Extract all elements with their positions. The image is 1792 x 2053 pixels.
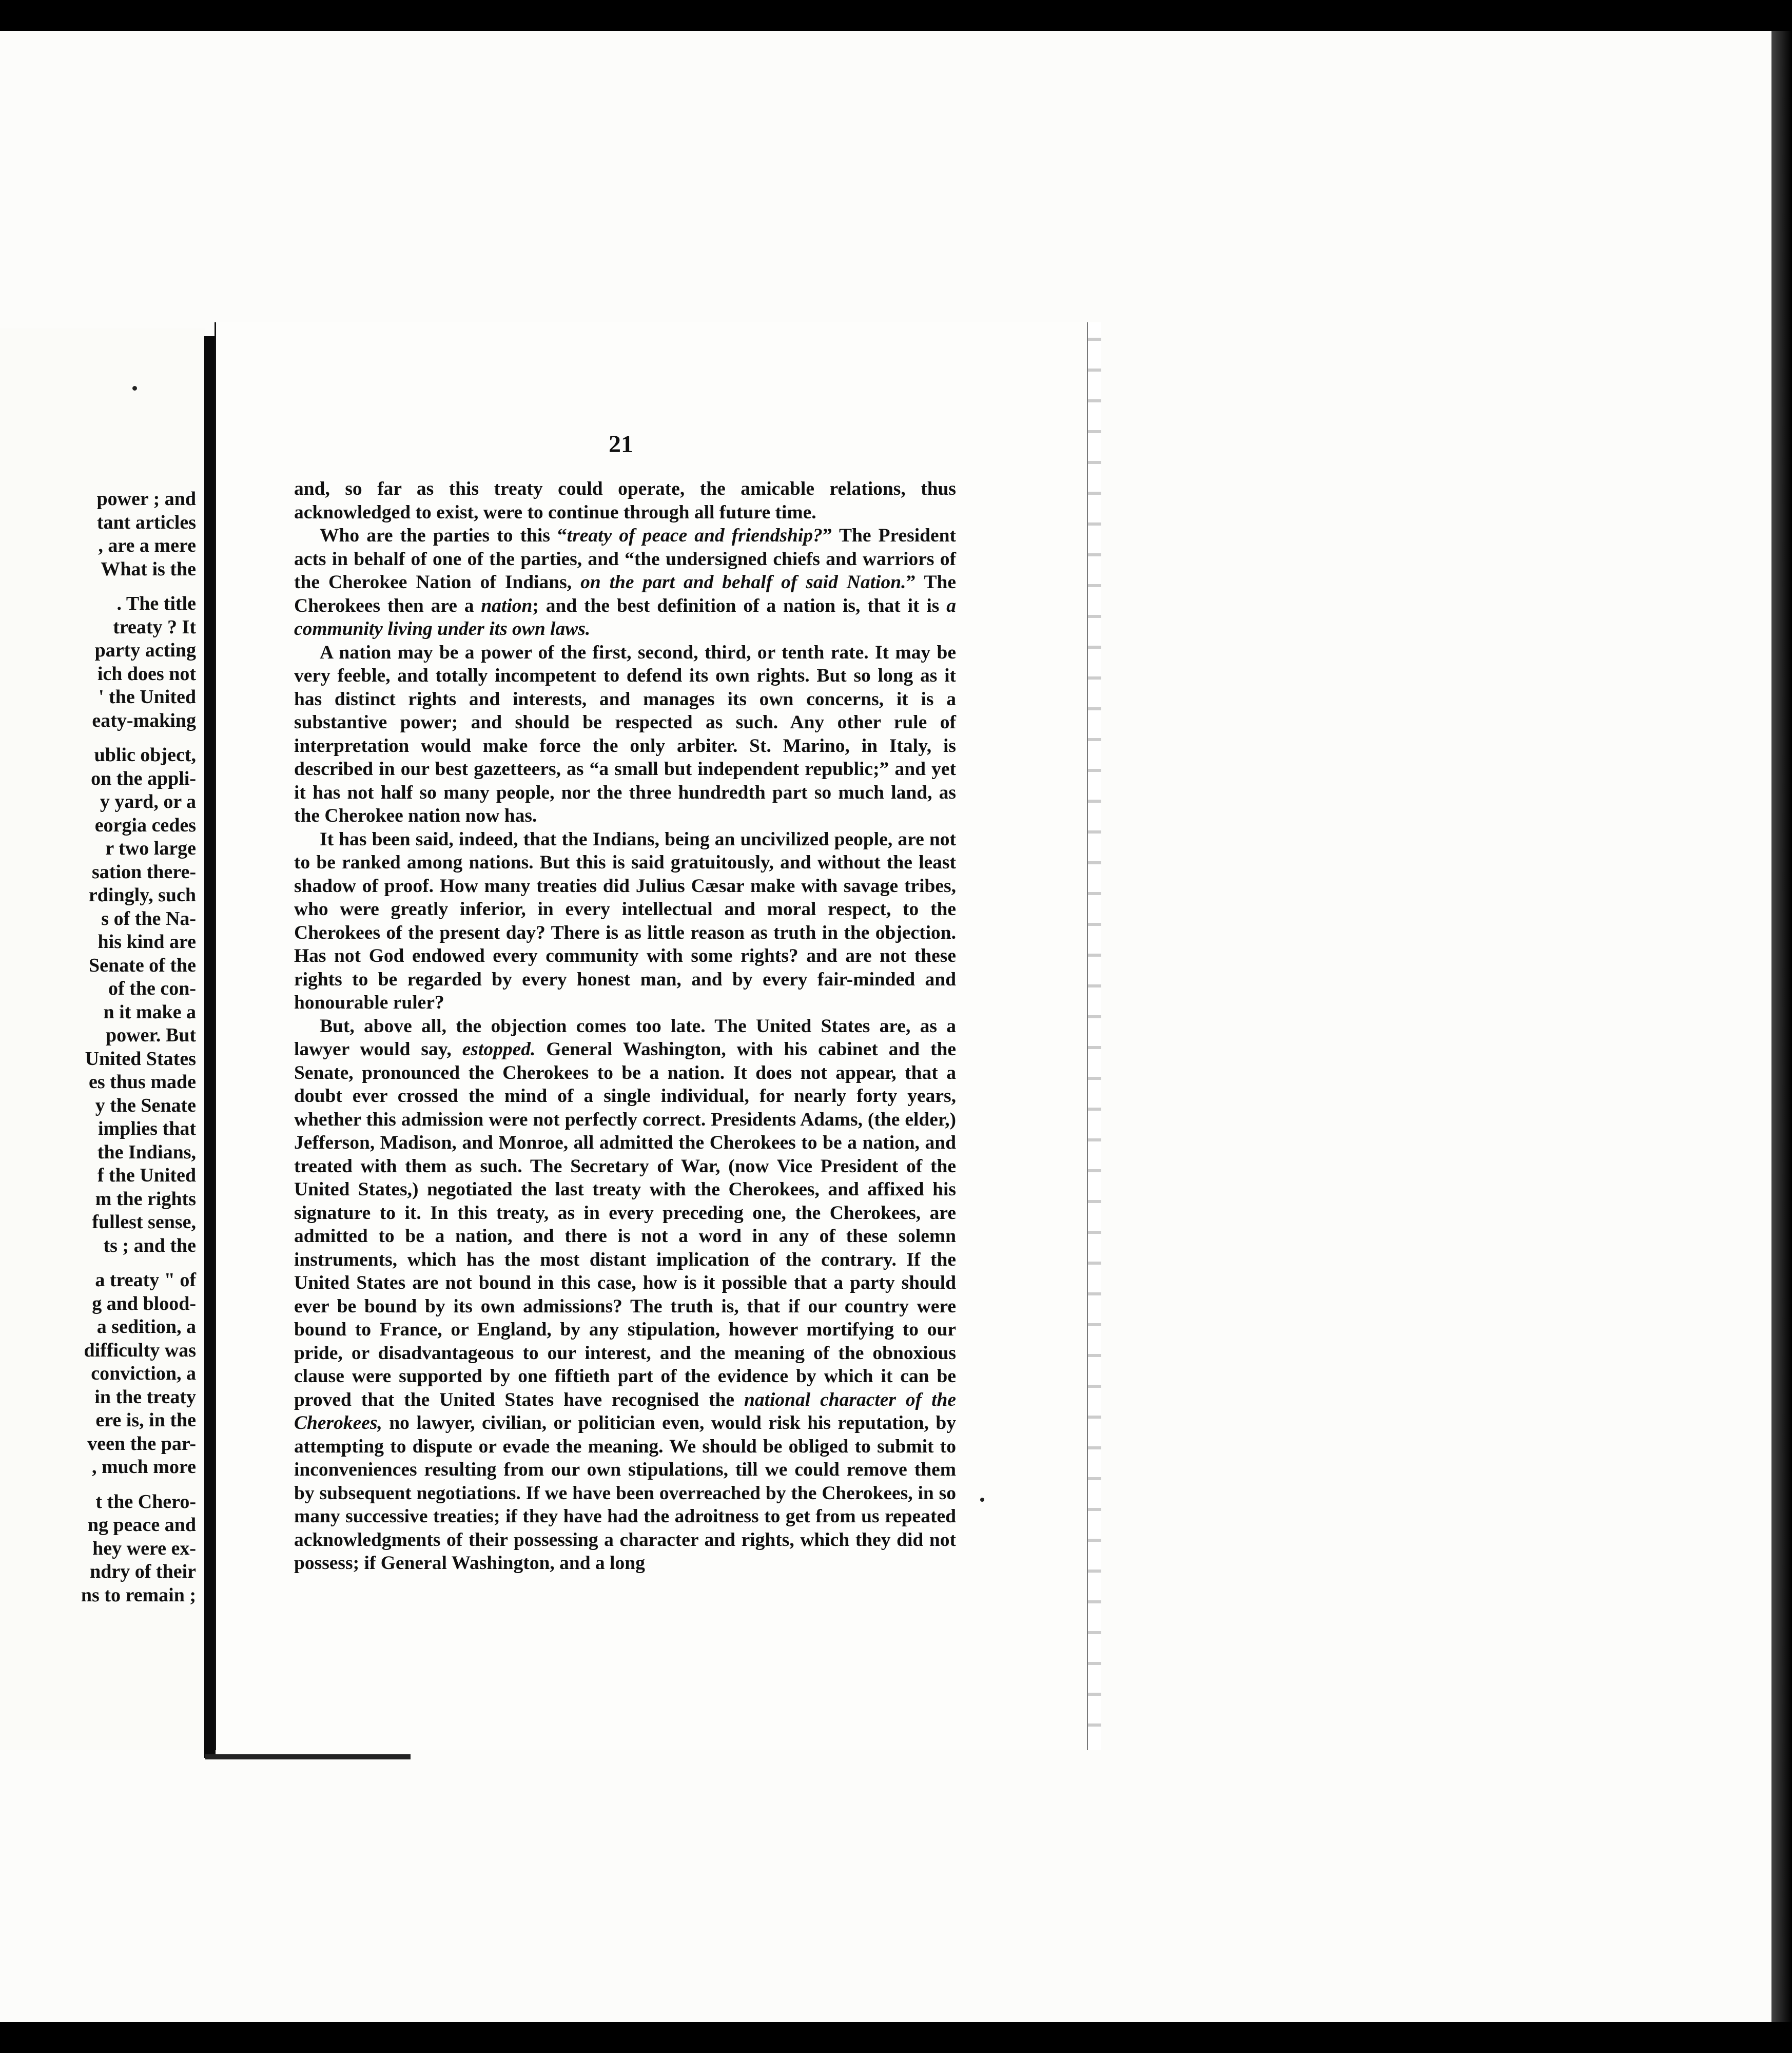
- paragraph: [294, 641, 956, 828]
- text-line: his kind are: [98, 931, 196, 953]
- text-line: ns to remain ;: [81, 1584, 196, 1606]
- text-line: hey were ex-: [92, 1537, 196, 1559]
- text-line: ng peace and: [87, 1514, 196, 1536]
- text-run: and, so far as this treaty could operate, the amicable relations, thus acknowledged to exist, were to continue through all future time.: [294, 478, 956, 523]
- text-line: difficulty was: [84, 1339, 196, 1361]
- text-line: . The title: [116, 593, 196, 614]
- text-line: on the appli-: [91, 767, 196, 789]
- text-line: f the United: [97, 1165, 196, 1186]
- italic-phrase: treaty of peace and friendship?: [567, 525, 823, 546]
- text-line: ts ; and the: [103, 1234, 196, 1256]
- text-line: power. But: [106, 1024, 196, 1046]
- page-number: 21: [609, 431, 633, 458]
- line-gap: [0, 581, 196, 592]
- italic-phrase: national character of the Cherokees,: [294, 1389, 956, 1434]
- text-line: power ; and: [96, 488, 196, 510]
- text-line: What is the: [101, 558, 196, 580]
- line-gap: [0, 1479, 196, 1490]
- text-line: rdingly, such: [88, 884, 196, 906]
- italic-phrase: a community living under its own laws.: [294, 595, 956, 640]
- page-body-text: [294, 477, 956, 1575]
- line-gap: [0, 1257, 196, 1269]
- text-run: A nation may be a power of the first, second, third, or tenth rate. It may be very feeble, and totally incompetent to defend its own rights. But so long as it has distinct rights and interests, and manages its own concerns, it is a substantive power; and should be respected as such. Any other rule of interpretation would make force the only arbiter. St. Marino, in Italy, is described in our best gazetteers, as “a small but independent republic;” and yet it has not half so many people, nor the three hundredth part so much land, as the Cherokee nation now has.: [294, 642, 956, 826]
- text-run: It has been said, indeed, that the Indians, being an uncivilized people, are not to be ranked among nations. But this is said gratuitously, and without the least shadow of proof. How many treaties did Julius Cæsar make with savage tribes, who were greatly inferior, in every intellectual and moral respect, to the Cherokees of the present day? There is as little reason as truth in the objection. Has not God endowed every community with some rights? and are not these rights to be regarded by every honest man, and by every fair-minded and honourable ruler?: [294, 828, 956, 1013]
- text-line: fullest sense,: [92, 1211, 196, 1233]
- italic-phrase: nation: [481, 595, 533, 616]
- text-line: t the Chero-: [95, 1490, 196, 1513]
- text-run: ” The Cherokees then are a: [294, 572, 956, 616]
- text-line: a treaty " of: [95, 1269, 196, 1291]
- text-line: conviction, a: [91, 1363, 196, 1384]
- text-line: implies that: [98, 1118, 196, 1139]
- text-line: g and blood-: [92, 1292, 196, 1314]
- paragraph: [294, 828, 956, 1015]
- text-line: , are a mere: [98, 535, 196, 556]
- text-line: r two large: [105, 838, 196, 859]
- text-run: no lawyer, civilian, or politician even, would risk his reputation, by attempting to dispute or evade the meaning. We should be obliged to submit to inconveniences resulting from our own stipulations, till we could remove them by subsequent negotiations. If we have been overreached by the Cherokees, in so many successive treaties; if they have had the adroitness to get from us repeated acknowledgments of their possessing a character and rights, which they did not possess; if General Washington, and a long: [294, 1412, 956, 1574]
- text-line: Senate of the: [89, 954, 196, 976]
- text-line: s of the Na-: [101, 907, 196, 929]
- page-edge: [1087, 322, 1101, 1750]
- text-line: m the rights: [95, 1188, 196, 1210]
- text-line: party acting: [94, 640, 196, 661]
- italic-phrase: on the part and behalf of said Nation.: [580, 572, 906, 593]
- text-line: eorgia cedes: [94, 814, 196, 836]
- paragraph: [294, 1015, 956, 1575]
- text-line: ere is, in the: [95, 1409, 196, 1431]
- text-line: in the treaty: [94, 1386, 196, 1408]
- text-line: , much more: [92, 1456, 196, 1478]
- italic-phrase: estopped.: [462, 1039, 536, 1060]
- text-run: Who are the parties to this “: [320, 525, 567, 546]
- line-gap: [0, 732, 196, 744]
- text-line: ' the United: [99, 686, 196, 708]
- frame-edge: [1771, 31, 1792, 2022]
- text-line: ndry of their: [90, 1561, 196, 1582]
- text-line: eaty-making: [92, 709, 196, 731]
- ink-speck: [132, 386, 137, 391]
- ink-speck: [980, 1498, 984, 1502]
- text-run: General Washington, with his cabinet and the Senate, pronounced the Cherokees to be a nation. It does not appear, that a doubt ever crossed the mind of a single individual, for nearly forty years, whether this admission were not perfectly correct. Presidents Adams, (the elder,) Jefferson, Madison, and Monroe, all admitted the Cherokees to be a nation, and treated with them as such. The Secretary of War, (now Vice President of the United States,) negotiated the last treaty with the Cherokees, and affixed his signature to it. In this treaty, as in every preceding one, the Cherokees, are admitted to be a nation, and there is not a word in any of these solemn instruments, which has the most distant implication of the contrary. If the United States are not bound in this case, how is it possible that a party should ever be bound by its own admissions? The truth is, that if our country were bound to France, or England, by any stipulation, however mortifying to our pride, or disadvantageous to our interest, and the meaning of the obnoxious clause were supported by one fiftieth part of the evidence by which it can be proved that the United States have recognised the: [294, 1039, 956, 1410]
- text-line: sation there-: [92, 861, 196, 883]
- page-gutter-shadow: [205, 1754, 411, 1759]
- page-gutter: [204, 336, 216, 1758]
- text-line: ich does not: [97, 663, 196, 685]
- text-run: ; and the best definition of a nation is, that it is: [532, 595, 947, 616]
- text-line: tant articles: [96, 511, 196, 533]
- text-line: y the Senate: [95, 1094, 196, 1116]
- paragraph: [294, 477, 956, 524]
- text-line: a sedition, a: [96, 1316, 196, 1338]
- previous-page-text: [0, 488, 196, 1607]
- text-line: the Indians,: [97, 1141, 196, 1163]
- text-line: veen the par-: [87, 1432, 196, 1455]
- text-line: United States: [85, 1048, 196, 1070]
- text-line: y yard, or a: [100, 791, 196, 812]
- paragraph: [294, 524, 956, 641]
- text-line: n it make a: [103, 1001, 196, 1023]
- text-run: But, above all, the objection comes too late. The United States are, as a lawyer would say,: [294, 1015, 956, 1060]
- text-run: ” The President acts in behalf of one of the parties, and “the undersigned chiefs and warriors of the Cherokee Nation of Indians,: [294, 525, 956, 593]
- text-line: es thus made: [88, 1071, 196, 1093]
- text-line: ublic object,: [94, 744, 196, 766]
- text-line: treaty ? It: [113, 616, 196, 638]
- previous-page-fragment: [0, 328, 205, 1750]
- text-line: of the con-: [108, 978, 196, 999]
